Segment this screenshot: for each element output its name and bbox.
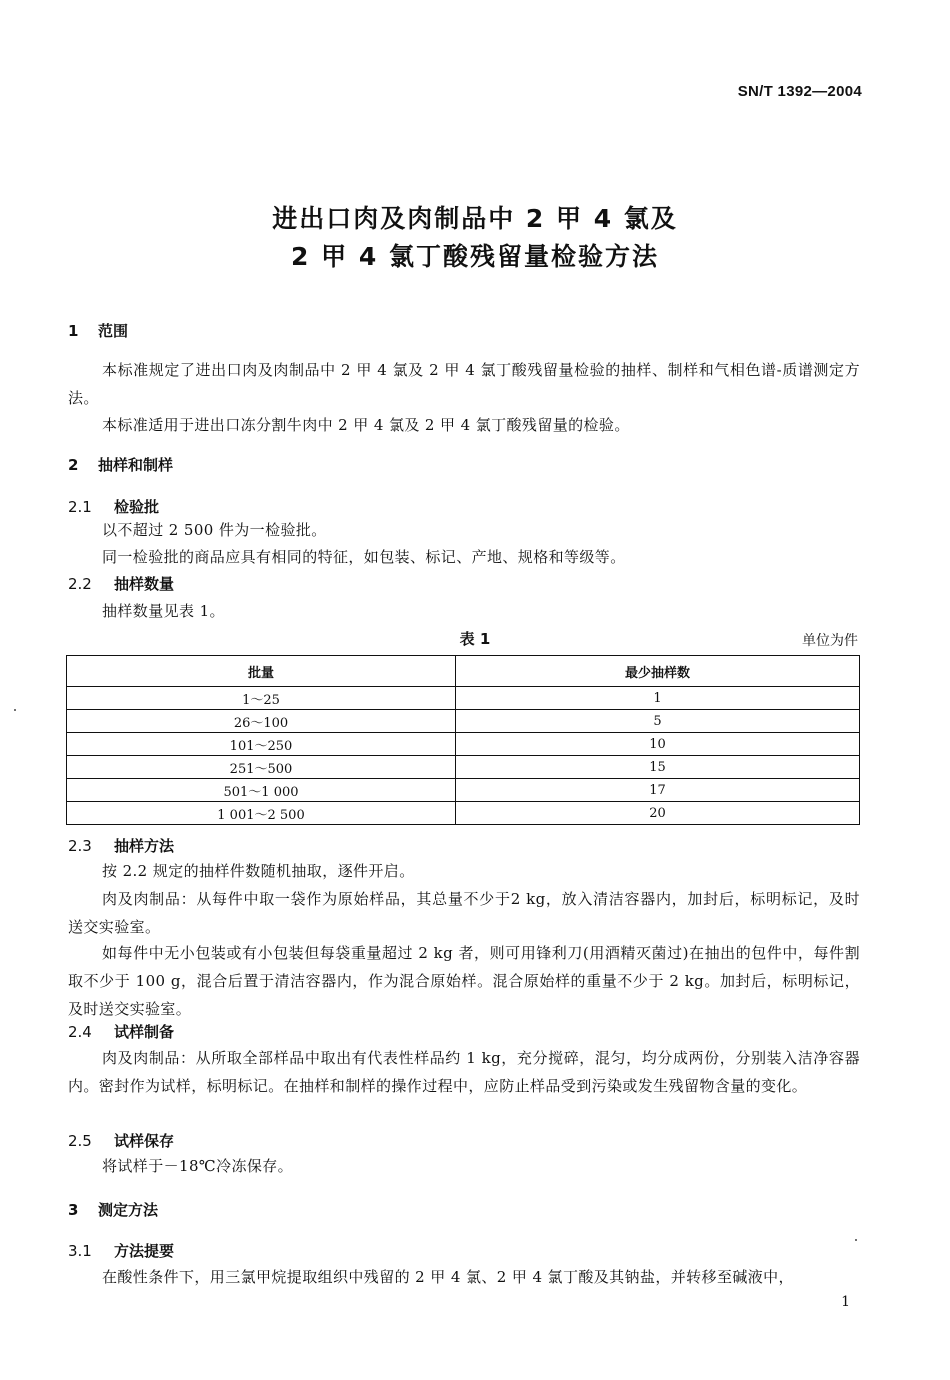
- section-title: 抽样和制样: [98, 456, 174, 474]
- batch-size-cell: 1～25: [67, 687, 456, 710]
- section-2-4-heading: [68, 1021, 174, 1042]
- scan-speck: [14, 709, 16, 711]
- paragraph: 将试样于－18℃冷冻保存。: [102, 1157, 294, 1175]
- title-line-1: 进出口肉及肉制品中 2 甲 4 氯及: [272, 204, 678, 233]
- section-title: 抽样方法: [114, 837, 175, 855]
- section-number: 3: [68, 1201, 79, 1219]
- section-2-1-heading: [68, 496, 159, 517]
- section-title: 方法提要: [114, 1242, 175, 1260]
- paragraph: 按 2.2 规定的抽样件数随机抽取，逐件开启。: [102, 862, 415, 880]
- title-line-2: 2 甲 4 氯丁酸残留量检验方法: [291, 242, 659, 271]
- table-caption: 表 1: [459, 630, 491, 648]
- min-samples-cell: 5: [456, 710, 860, 733]
- section-title: 测定方法: [98, 1201, 159, 1219]
- min-samples-cell: 17: [456, 779, 860, 802]
- batch-size-cell: 251～500: [67, 756, 456, 779]
- document-title: [0, 200, 950, 276]
- section-2-3-heading: [68, 835, 174, 856]
- section-3-heading: [68, 1199, 158, 1220]
- table-row: [67, 779, 860, 802]
- section-title: 抽样数量: [114, 575, 175, 593]
- paragraph: 肉及肉制品：从每件中取一袋作为原始样品，其总量不少于2 kg，放入清洁容器内，加封后，标明标记，及时送交实验室。: [68, 890, 860, 936]
- table-row: [67, 802, 860, 825]
- sampling-table: [66, 655, 860, 825]
- section-title: 范围: [98, 322, 129, 340]
- section-2-2-heading: [68, 573, 174, 594]
- section-title: 试样保存: [114, 1132, 175, 1150]
- column-header-batch: 批量: [67, 656, 456, 687]
- table-row: [67, 756, 860, 779]
- table-unit: 单位为件: [802, 633, 858, 649]
- table-row: [67, 733, 860, 756]
- batch-size-cell: 501～1 000: [67, 779, 456, 802]
- paragraph: 如每件中无小包装或有小包装但每袋重量超过 2 kg 者，则可用锋利刀(用酒精灭菌过)在抽出的包件中，每件割取不少于 100 g，混合后置于清洁容器内，作为混合原始样。混合原始样的重量不少于 2 kg。加封后，标明标记，及时送交实验室。: [68, 944, 860, 1018]
- table-row: [67, 710, 860, 733]
- section-number: 1: [68, 322, 79, 340]
- paragraph: 本标准适用于进出口冻分割牛肉中 2 甲 4 氯及 2 甲 4 氯丁酸残留量的检验。: [102, 416, 630, 434]
- section-1-heading: [68, 320, 128, 341]
- scan-speck: [855, 1239, 857, 1241]
- paragraph: 同一检验批的商品应具有相同的特征，如包装、标记、产地、规格和等级等。: [102, 548, 626, 566]
- table-header-row: [67, 656, 860, 687]
- section-number: 2.2: [68, 575, 92, 593]
- min-samples-cell: 15: [456, 756, 860, 779]
- section-title: 试样制备: [114, 1023, 175, 1041]
- section-number: 2.4: [68, 1023, 92, 1041]
- paragraph: 在酸性条件下，用三氯甲烷提取组织中残留的 2 甲 4 氯、2 甲 4 氯丁酸及其钠盐，并转移至碱液中，: [102, 1268, 794, 1286]
- batch-size-cell: 101～250: [67, 733, 456, 756]
- min-samples-cell: 10: [456, 733, 860, 756]
- min-samples-cell: 1: [456, 687, 860, 710]
- section-2-5-heading: [68, 1130, 174, 1151]
- section-title: 检验批: [114, 498, 160, 516]
- batch-size-cell: 26～100: [67, 710, 456, 733]
- section-number: 2.5: [68, 1132, 92, 1150]
- section-number: 2: [68, 456, 79, 474]
- min-samples-cell: 20: [456, 802, 860, 825]
- table-row: [67, 687, 860, 710]
- paragraph: 肉及肉制品：从所取全部样品中取出有代表性样品约 1 kg，充分搅碎，混匀，均分成两份，分别装入洁净容器内。密封作为试样，标明标记。在抽样和制样的操作过程中，应防止样品受到污染或发生残留物含量的变化。: [68, 1049, 860, 1095]
- section-3-1-heading: [68, 1240, 174, 1261]
- paragraph: 本标准规定了进出口肉及肉制品中 2 甲 4 氯及 2 甲 4 氯丁酸残留量检验的抽样、制样和气相色谱-质谱测定方法。: [68, 361, 860, 407]
- paragraph: 以不超过 2 500 件为一检验批。: [102, 521, 327, 539]
- section-number: 2.3: [68, 837, 92, 855]
- column-header-min-samples: 最少抽样数: [456, 656, 860, 687]
- section-number: 3.1: [68, 1242, 92, 1260]
- section-2-heading: [68, 454, 173, 475]
- batch-size-cell: 1 001～2 500: [67, 802, 456, 825]
- paragraph: 抽样数量见表 1。: [102, 602, 225, 620]
- section-number: 2.1: [68, 498, 92, 516]
- page-number: 1: [841, 1294, 850, 1310]
- standard-number: SN/T 1392—2004: [737, 83, 862, 100]
